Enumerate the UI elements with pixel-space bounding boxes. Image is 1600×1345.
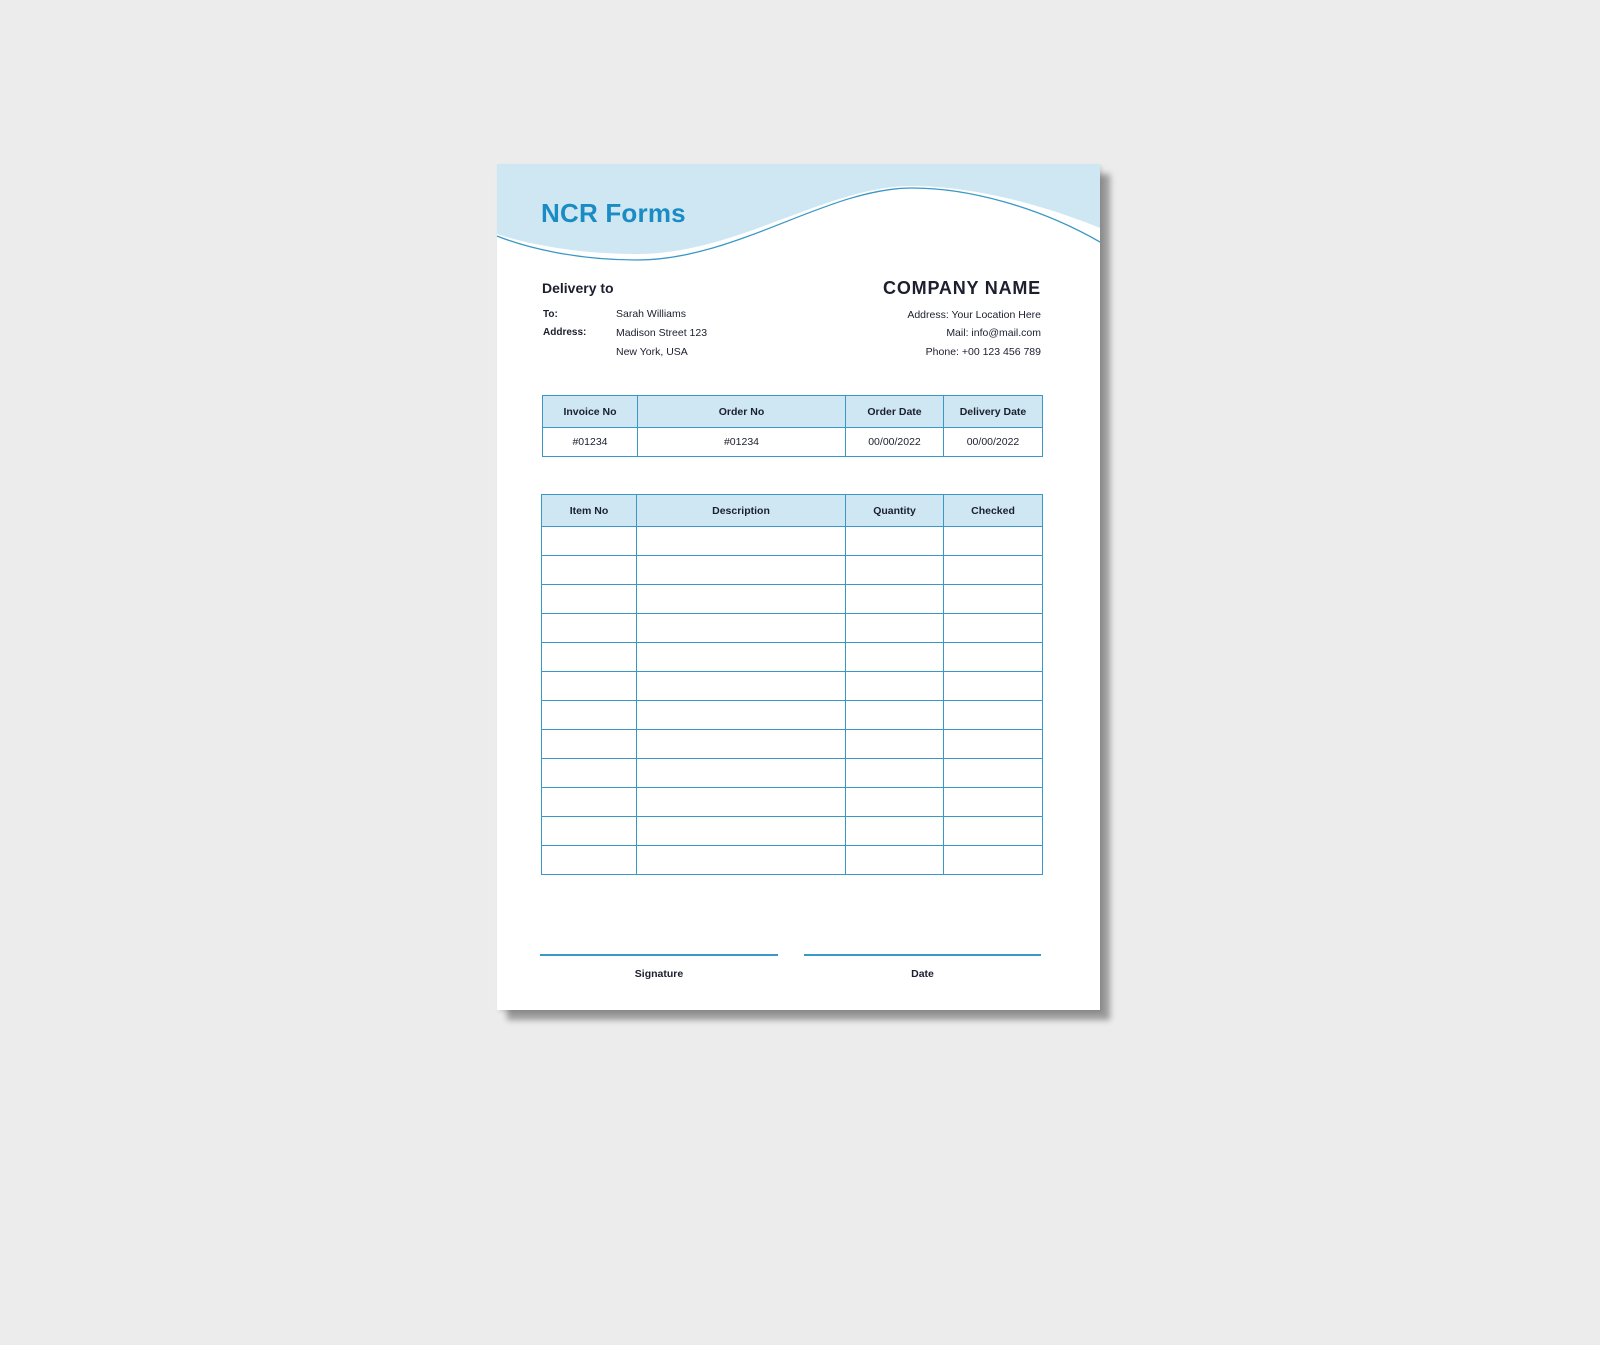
signature-line[interactable] (540, 954, 778, 956)
checked-cell[interactable] (944, 527, 1043, 556)
quantity-cell[interactable] (846, 614, 944, 643)
quantity-cell[interactable] (846, 817, 944, 846)
checked-cell[interactable] (944, 759, 1043, 788)
order-no-value[interactable]: #01234 (638, 428, 846, 457)
table-row (542, 730, 1043, 759)
table-row (542, 672, 1043, 701)
order-date-value[interactable]: 00/00/2022 (846, 428, 944, 457)
order-date-header: Order Date (846, 396, 944, 428)
quantity-cell[interactable] (846, 701, 944, 730)
item-no-header: Item No (542, 495, 637, 527)
checked-cell[interactable] (944, 585, 1043, 614)
item-no-cell[interactable] (542, 556, 637, 585)
description-cell[interactable] (637, 643, 846, 672)
table-row (542, 643, 1043, 672)
quantity-cell[interactable] (846, 643, 944, 672)
description-cell[interactable] (637, 730, 846, 759)
checked-header: Checked (944, 495, 1043, 527)
quantity-cell[interactable] (846, 527, 944, 556)
table-row (542, 817, 1043, 846)
table-row (542, 614, 1043, 643)
quantity-cell[interactable] (846, 730, 944, 759)
to-value: Sarah Williams (616, 308, 687, 320)
delivery-date-header: Delivery Date (944, 396, 1043, 428)
date-line[interactable] (804, 954, 1041, 956)
description-cell[interactable] (637, 788, 846, 817)
to-label: To: (543, 309, 558, 320)
checked-cell[interactable] (944, 701, 1043, 730)
items-table (541, 494, 1043, 875)
description-cell[interactable] (637, 585, 846, 614)
table-row (542, 846, 1043, 875)
form-paper (497, 164, 1100, 1010)
delivery-heading: Delivery to (542, 280, 614, 296)
quantity-cell[interactable] (846, 672, 944, 701)
checked-cell[interactable] (944, 556, 1043, 585)
signature-label: Signature (634, 968, 684, 980)
description-cell[interactable] (637, 817, 846, 846)
table-row (542, 759, 1043, 788)
description-cell[interactable] (637, 527, 846, 556)
company-mail: Mail: info@mail.com (946, 327, 1041, 339)
address-label: Address: (543, 327, 587, 338)
item-no-cell[interactable] (542, 527, 637, 556)
item-no-cell[interactable] (542, 614, 637, 643)
address-line-2: New York, USA (616, 346, 688, 358)
item-no-cell[interactable] (542, 817, 637, 846)
checked-cell[interactable] (944, 817, 1043, 846)
item-no-cell[interactable] (542, 759, 637, 788)
quantity-cell[interactable] (846, 556, 944, 585)
description-cell[interactable] (637, 701, 846, 730)
quantity-cell[interactable] (846, 759, 944, 788)
invoice-no-header: Invoice No (543, 396, 638, 428)
table-row (542, 527, 1043, 556)
item-no-cell[interactable] (542, 672, 637, 701)
quantity-cell[interactable] (846, 846, 944, 875)
description-cell[interactable] (637, 672, 846, 701)
items-header-row (542, 495, 1043, 527)
order-info-table (542, 395, 1043, 457)
item-no-cell[interactable] (542, 846, 637, 875)
description-cell[interactable] (637, 614, 846, 643)
table-row (542, 701, 1043, 730)
delivery-date-value[interactable]: 00/00/2022 (944, 428, 1043, 457)
invoice-no-value[interactable]: #01234 (543, 428, 638, 457)
checked-cell[interactable] (944, 643, 1043, 672)
company-phone: Phone: +00 123 456 789 (925, 346, 1041, 358)
table-row (542, 556, 1043, 585)
order-info-value-row (543, 428, 1043, 457)
description-cell[interactable] (637, 759, 846, 788)
checked-cell[interactable] (944, 788, 1043, 817)
item-no-cell[interactable] (542, 585, 637, 614)
quantity-header: Quantity (846, 495, 944, 527)
form-title: NCR Forms (541, 198, 686, 228)
item-no-cell[interactable] (542, 643, 637, 672)
company-name: COMPANY NAME (883, 278, 1041, 298)
description-cell[interactable] (637, 846, 846, 875)
description-header: Description (637, 495, 846, 527)
order-info-header-row (543, 396, 1043, 428)
checked-cell[interactable] (944, 672, 1043, 701)
item-no-cell[interactable] (542, 701, 637, 730)
checked-cell[interactable] (944, 846, 1043, 875)
item-no-cell[interactable] (542, 788, 637, 817)
item-no-cell[interactable] (542, 730, 637, 759)
items-table-body (542, 527, 1043, 875)
table-row (542, 585, 1043, 614)
checked-cell[interactable] (944, 614, 1043, 643)
description-cell[interactable] (637, 556, 846, 585)
address-line-1: Madison Street 123 (616, 327, 708, 339)
company-address: Address: Your Location Here (907, 309, 1041, 321)
checked-cell[interactable] (944, 730, 1043, 759)
date-label: Date (911, 968, 934, 980)
quantity-cell[interactable] (846, 788, 944, 817)
table-row (542, 788, 1043, 817)
order-no-header: Order No (638, 396, 846, 428)
quantity-cell[interactable] (846, 585, 944, 614)
